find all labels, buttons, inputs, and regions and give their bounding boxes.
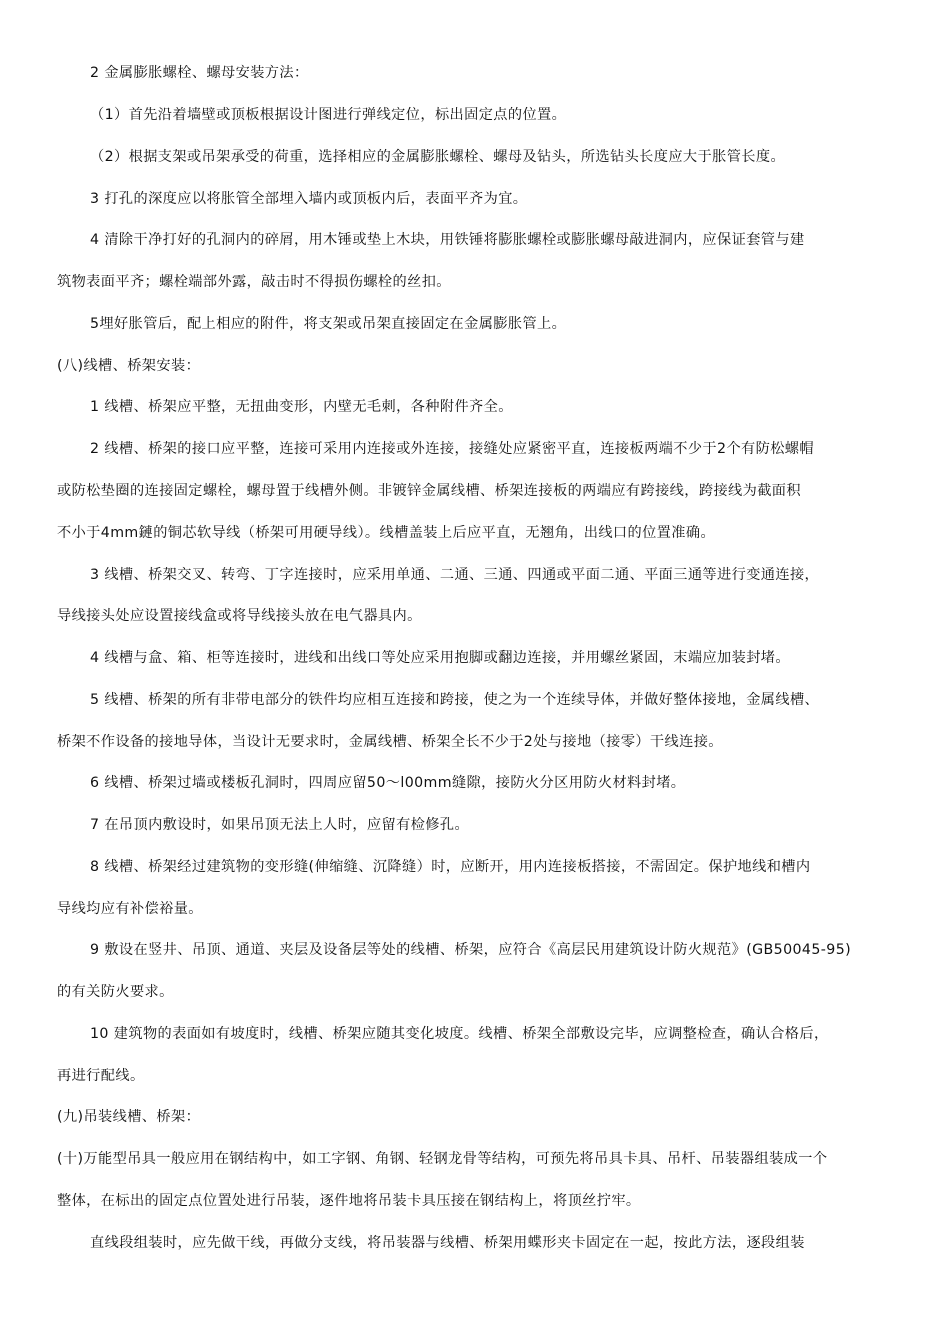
text-line: 桥架不作设备的接地导体，当设计无要求时，金属线槽、桥架全长不少于2处与接地（接零）干线连接。 [57,734,723,750]
text-line: 导线接头处应设置接线盒或将导线接头放在电气器具内。 [57,608,422,624]
section-heading: (八)线槽、桥架安装： [57,358,201,374]
text-line: 3 打孔的深度应以将胀管全部埋入墙内或顶板内后，表面平齐为宜。 [90,191,528,207]
text-line: 的有关防火要求。 [57,984,174,1000]
text-line: 1 线槽、桥架应平整，无扭曲变形，内壁无毛刺，各种附件齐全。 [90,399,513,415]
text-line: (十)万能型吊具一般应用在钢结构中，如工字钢、角钢、轻钢龙骨等结构，可预先将吊具卡具、吊杆、吊装器组装成一个 [57,1151,828,1167]
text-line: 3 线槽、桥架交叉、转弯、丁字连接时，应采用单通、二通、三通、四通或平面二通、平面三通等进行变通连接， [90,567,820,583]
text-line: 2 线槽、桥架的接口应平整，连接可采用内连接或外连接，接缝处应紧密平直，连接板两端不少于2个有防松螺帽 [90,441,814,457]
text-line: 8 线槽、桥架经过建筑物的变形缝(伸缩缝、沉降缝）时，应断开，用内连接板搭接，不需固定。保护地线和槽内 [90,859,811,875]
text-line: 筑物表面平齐；螺栓端部外露，敲击时不得损伤螺栓的丝扣。 [57,274,451,290]
text-line: 5 线槽、桥架的所有非带电部分的铁件均应相互连接和跨接，使之为一个连续导体，并做好整体接地，金属线槽、 [90,692,820,708]
text-line: 10 建筑物的表面如有坡度时，线槽、桥架应随其变化坡度。线槽、桥架全部敷设完毕，应调整检查，确认合格后， [90,1026,829,1042]
text-line: 直线段组装时，应先做干线，再做分支线，将吊装器与线槽、桥架用蝶形夹卡固定在一起，按此方法，逐段组装 [90,1235,805,1251]
text-line: 整体，在标出的固定点位置处进行吊装，逐件地将吊装卡具压接在钢结构上，将顶丝拧牢。 [57,1193,641,1209]
text-line: 不小于4mm鏈的铜芯软导线（桥架可用硬导线）。线槽盖装上后应平直，无翘角，出线口的位置准确。 [57,525,716,541]
text-line: 9 敷设在竖井、吊顶、通道、夹层及设备层等处的线槽、桥架，应符合《高层民用建筑设计防火规范》(GB50045-95) [90,942,852,958]
text-line: 导线均应有补偿裕量。 [57,901,203,917]
text-line: 4 清除干净打好的孔洞内的碎屑，用木锤或垫上木块，用铁锤将膨胀螺栓或膨胀螺母敲进洞内，应保证套管与建 [90,232,805,248]
text-line: 再进行配线。 [57,1068,145,1084]
text-line: 2 金属膨胀螺栓、螺母安装方法： [90,65,309,81]
section-heading: (九)吊装线槽、桥架： [57,1109,201,1125]
text-line: （1）首先沿着墙壁或顶板根据设计图进行弹线定位，标出固定点的位置。 [90,107,567,123]
text-line: （2）根据支架或吊架承受的荷重，选择相应的金属膨胀螺栓、螺母及钻头，所选钻头长度应大于胀管长度。 [90,149,786,165]
text-line: 或防松垫圈的连接固定螺栓，螺母置于线槽外侧。非镀锌金属线槽、桥架连接板的两端应有跨接线，跨接线为截面积 [57,483,801,499]
text-line: 7 在吊顶内敷设时，如果吊顶无法上人时，应留有检修孔。 [90,817,470,833]
text-line: 6 线槽、桥架过墙或楼板孔洞时，四周应留50～l00mm缝隙，接防火分区用防火材料封堵。 [90,775,686,791]
text-line: 5埋好胀管后，配上相应的附件，将支架或吊架直接固定在金属膨胀管上。 [90,316,567,332]
text-line: 4 线槽与盒、箱、柜等连接时，进线和出线口等处应采用抱脚或翻边连接，并用螺丝紧固，末端应加装封堵。 [90,650,790,666]
